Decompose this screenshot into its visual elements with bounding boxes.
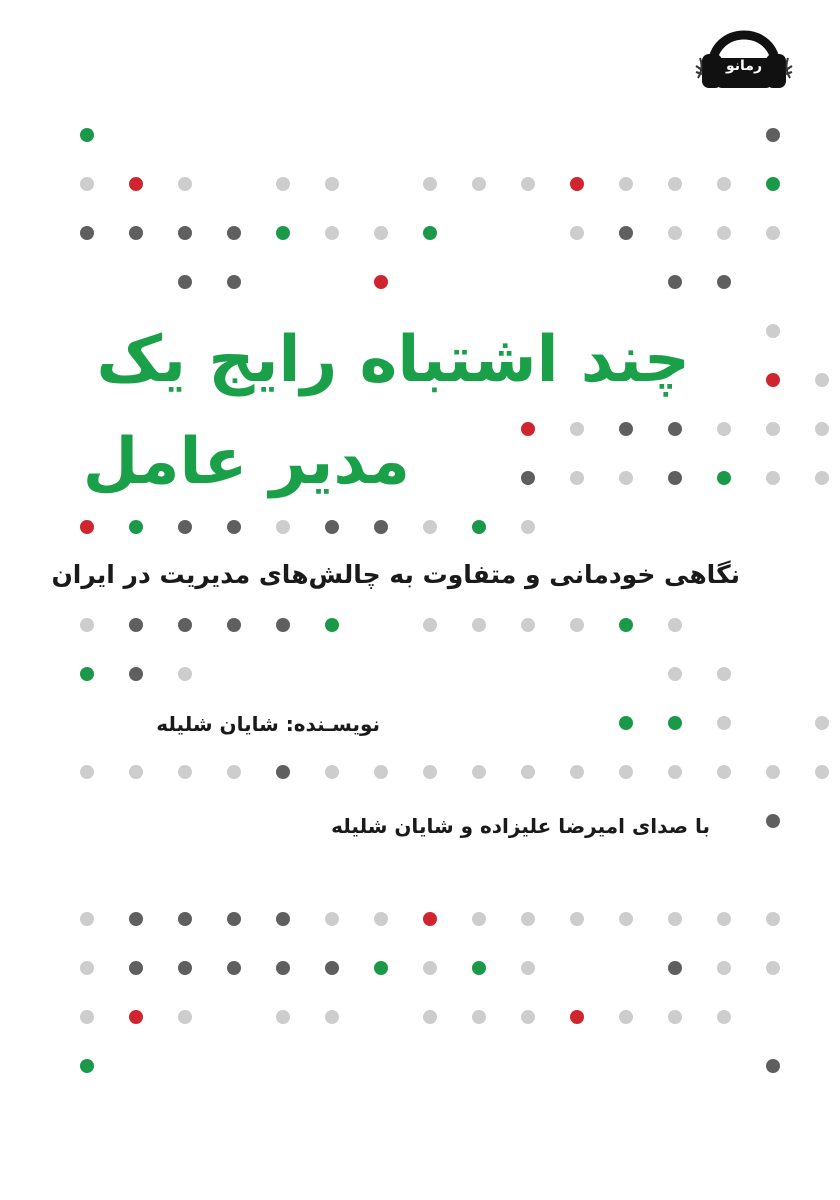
pattern-dot: [717, 912, 731, 926]
pattern-dot: [815, 716, 829, 730]
pattern-dot: [668, 177, 682, 191]
pattern-dot: [521, 765, 535, 779]
pattern-dot: [129, 667, 143, 681]
pattern-dot: [325, 765, 339, 779]
pattern-dot: [178, 667, 192, 681]
pattern-dot: [668, 961, 682, 975]
pattern-dot: [129, 1010, 143, 1024]
pattern-dot: [227, 961, 241, 975]
pattern-dot: [668, 618, 682, 632]
pattern-dot: [325, 961, 339, 975]
pattern-dot: [668, 667, 682, 681]
pattern-dot: [766, 961, 780, 975]
pattern-dot: [717, 716, 731, 730]
pattern-dot: [129, 912, 143, 926]
pattern-dot: [325, 912, 339, 926]
narrator-line: با صدای امیرضا علیزاده و شایان شلیله: [331, 814, 710, 838]
pattern-dot: [472, 765, 486, 779]
pattern-dot: [717, 1010, 731, 1024]
pattern-dot: [717, 275, 731, 289]
pattern-dot: [325, 1010, 339, 1024]
pattern-dot: [668, 716, 682, 730]
pattern-dot: [129, 961, 143, 975]
pattern-dot: [227, 618, 241, 632]
pattern-dot: [325, 520, 339, 534]
pattern-dot: [227, 520, 241, 534]
pattern-dot: [178, 177, 192, 191]
pattern-dot: [178, 520, 192, 534]
pattern-dot: [619, 177, 633, 191]
pattern-dot: [570, 471, 584, 485]
pattern-dot: [521, 471, 535, 485]
pattern-dot: [472, 177, 486, 191]
pattern-dot: [276, 520, 290, 534]
pattern-dot: [80, 226, 94, 240]
pattern-dot: [129, 520, 143, 534]
pattern-dot: [276, 1010, 290, 1024]
pattern-dot: [325, 226, 339, 240]
pattern-dot: [276, 765, 290, 779]
pattern-dot: [80, 765, 94, 779]
pattern-dot: [521, 1010, 535, 1024]
pattern-dot: [423, 765, 437, 779]
pattern-dot: [472, 912, 486, 926]
pattern-dot: [619, 912, 633, 926]
pattern-dot: [717, 765, 731, 779]
pattern-dot: [80, 520, 94, 534]
pattern-dot: [766, 422, 780, 436]
pattern-dot: [570, 226, 584, 240]
pattern-dot: [129, 226, 143, 240]
pattern-dot: [619, 226, 633, 240]
pattern-dot: [766, 1059, 780, 1073]
pattern-dot: [325, 618, 339, 632]
pattern-dot: [178, 961, 192, 975]
pattern-dot: [374, 520, 388, 534]
pattern-dot: [619, 422, 633, 436]
pattern-dot: [717, 471, 731, 485]
pattern-dot: [423, 1010, 437, 1024]
author-line: نویسـنده: شایان شلیله: [156, 712, 380, 736]
pattern-dot: [521, 177, 535, 191]
pattern-dot: [276, 618, 290, 632]
pattern-dot: [717, 667, 731, 681]
pattern-dot: [178, 912, 192, 926]
pattern-dot: [80, 128, 94, 142]
pattern-dot: [717, 961, 731, 975]
pattern-dot: [423, 912, 437, 926]
pattern-dot: [129, 177, 143, 191]
pattern-dot: [423, 961, 437, 975]
pattern-dot: [521, 422, 535, 436]
pattern-dot: [570, 1010, 584, 1024]
pattern-dot: [80, 1010, 94, 1024]
logo-text: رمانو: [725, 58, 763, 74]
pattern-dot: [472, 1010, 486, 1024]
pattern-dot: [619, 1010, 633, 1024]
pattern-dot: [619, 716, 633, 730]
pattern-dot: [619, 765, 633, 779]
pattern-dot: [717, 226, 731, 240]
pattern-dot: [815, 471, 829, 485]
pattern-dot: [423, 177, 437, 191]
pattern-dot: [178, 275, 192, 289]
pattern-dot: [374, 226, 388, 240]
pattern-dot: [717, 177, 731, 191]
pattern-dot: [668, 275, 682, 289]
pattern-dot: [374, 912, 388, 926]
pattern-dot: [178, 1010, 192, 1024]
pattern-dot: [374, 275, 388, 289]
pattern-dot: [80, 667, 94, 681]
pattern-dot: [472, 520, 486, 534]
pattern-dot: [570, 618, 584, 632]
pattern-dot: [766, 765, 780, 779]
title-line-2: مدیر عامل: [82, 425, 410, 499]
pattern-dot: [423, 520, 437, 534]
pattern-dot: [178, 765, 192, 779]
pattern-dot: [227, 765, 241, 779]
pattern-dot: [668, 912, 682, 926]
headphones-icon: [694, 6, 794, 96]
pattern-dot: [276, 226, 290, 240]
pattern-dot: [766, 814, 780, 828]
pattern-dot: [570, 765, 584, 779]
pattern-dot: [129, 618, 143, 632]
subtitle: نگاهی خودمانی و متفاوت به چالش‌های مدیریت در ایران: [51, 560, 740, 589]
pattern-dot: [521, 520, 535, 534]
pattern-dot: [668, 765, 682, 779]
pattern-dot: [80, 961, 94, 975]
pattern-dot: [570, 422, 584, 436]
pattern-dot: [80, 618, 94, 632]
pattern-dot: [766, 177, 780, 191]
pattern-dot: [766, 471, 780, 485]
pattern-dot: [766, 373, 780, 387]
pattern-dot: [815, 422, 829, 436]
pattern-dot: [80, 912, 94, 926]
pattern-dot: [570, 177, 584, 191]
pattern-dot: [570, 912, 584, 926]
pattern-dot: [815, 765, 829, 779]
pattern-dot: [178, 618, 192, 632]
pattern-dot: [668, 226, 682, 240]
pattern-dot: [521, 961, 535, 975]
pattern-dot: [129, 765, 143, 779]
pattern-dot: [178, 226, 192, 240]
pattern-dot: [80, 1059, 94, 1073]
pattern-dot: [227, 275, 241, 289]
pattern-dot: [521, 912, 535, 926]
pattern-dot: [815, 373, 829, 387]
pattern-dot: [472, 618, 486, 632]
pattern-dot: [374, 765, 388, 779]
pattern-dot: [766, 226, 780, 240]
pattern-dot: [227, 226, 241, 240]
pattern-dot: [423, 618, 437, 632]
pattern-dot: [668, 422, 682, 436]
pattern-dot: [521, 618, 535, 632]
pattern-dot: [227, 912, 241, 926]
pattern-dot: [325, 177, 339, 191]
pattern-dot: [276, 177, 290, 191]
pattern-dot: [766, 324, 780, 338]
pattern-dot: [619, 471, 633, 485]
pattern-dot: [276, 912, 290, 926]
pattern-dot: [80, 177, 94, 191]
title-line-1: چند اشتباه رایج یک: [96, 323, 690, 397]
pattern-dot: [276, 961, 290, 975]
pattern-dot: [668, 471, 682, 485]
pattern-dot: [766, 128, 780, 142]
pattern-dot: [423, 226, 437, 240]
pattern-dot: [717, 422, 731, 436]
pattern-dot: [619, 618, 633, 632]
pattern-dot: [472, 961, 486, 975]
pattern-dot: [374, 961, 388, 975]
pattern-dot: [766, 912, 780, 926]
pattern-dot: [668, 1010, 682, 1024]
